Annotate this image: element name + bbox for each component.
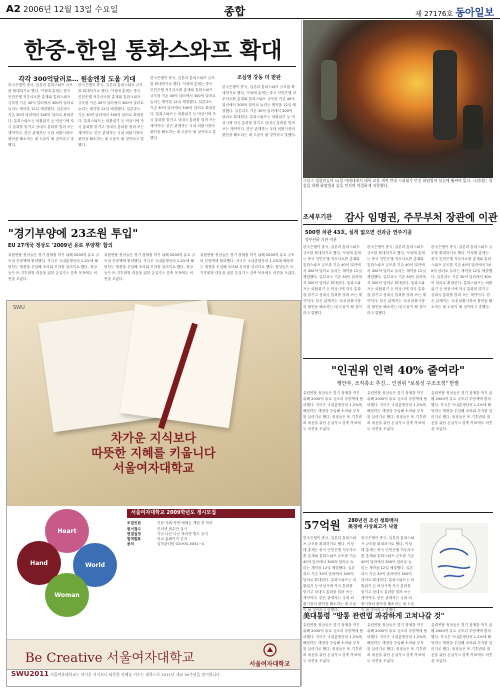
be-creative-text: Be Creative 서울여자대학교 <box>25 651 195 666</box>
section-divider <box>303 358 493 359</box>
ad-footer <box>7 669 300 685</box>
lead-subheadline: 각각 300억달러로… 원송엔정 도움 기대 <box>18 75 136 83</box>
section-name: 종합 <box>224 5 246 18</box>
lead-body-col2: 한국은행이 중국, 일본과 통화스와프 규모를 확대하기로 했다. 이성태 총재는 중국 인민은행 저우샤오촨 총재와 통화스와프 규모를 기존 40억 달러에서 300억 달러로 늘리는 계약을 12일 체결했다. 일본과도 기존 30억 달러에서 300억 달러로 확대한다. 통화스와프는 외환위기 등 비상시에 자국 통화를 맡기고 상대국 통화를 빌려 쓰는 계약이다. 한은 관계자는 국내 외환시장의 불안을 해소하는 데 도움이 될 것이라고 말했다. <box>78 83 144 147</box>
porcelain-vase-photo <box>420 523 488 593</box>
slogan-line: 따뜻한 지혜를 키웁니다 <box>91 446 216 460</box>
sec2-body-col1: 한국은행이 중국, 일본과 통화스와프 규모를 확대하기로 했다. 이성태 총재는 중국 인민은행 저우샤오촨 총재와 통화스와프 규모를 기존 40억 달러에서 300억 달러로 늘리는 계약을 12일 체결했다. 일본과도 기존 30억 달러에서 300억 달러로 확대한다. 통화스와프는 외환위기 등 비상시에 자국 통화를 맡기고 상대국 통화를 빌려 쓰는 계약이다. 한은 관계자는 국내 외환시장의 불안을 해소하는 데 도움이 될 것이라고 말했다. <box>303 245 362 315</box>
admission-title: 서울여자대학교 2009학년도 정시모집 <box>127 509 295 518</box>
photo-caption: 그리스 경찰관들이 12일 아테네에서 대학 교육 개혁 반대 시위대가 던진 화염병의 불길에 휩싸여 있다. 시위대는 경찰을 향해 화염병과 돌을 던지며 격렬하게 저항했다. <box>303 178 493 189</box>
column-rule <box>301 20 302 686</box>
sec3-subtitle: 행안부, 조직축소 추진… 인권위 "보복성 구조조정" 반발 <box>336 381 460 387</box>
sec3-body-col1: 유럽연합 정상들은 경기 침체를 막기 위해 2000억 유로 규모의 부양책에 합의했다. 각국은 국내총생산의 1.2%에 해당하는 재정을 투입해 소비와 투자를 살리기로 했다. 정상들은 또 기후변화 대응을 위한 온실가스 감축 목표에도 의견을 모았다. <box>303 391 363 431</box>
circle-heart: Heart <box>45 509 89 553</box>
admission-info <box>127 509 295 634</box>
headline-divider <box>8 66 296 67</box>
lead-sidebar-body: 한국은행이 중국, 일본과 통화스와프 규모를 확대하기로 했다. 이성태 총재는 중국 인민은행 저우샤오촨 총재와 통화스와프 규모를 기존 40억 달러에서 300억 달러로 늘리는 계약을 12일 체결했다. 일본과도 기존 30억 달러에서 300억 달러로 확대한다. 통화스와프는 외환위기 등 비상시에 자국 통화를 맡기고 상대국 통화를 빌려 쓰는 계약이다. 한은 관계자는 국내 외환시장의 불안을 해소하는 데 도움이 될 것이라고 말했다. <box>222 85 296 137</box>
sec2-body-col3: 한국은행이 중국, 일본과 통화스와프 규모를 확대하기로 했다. 이성태 총재는 중국 인민은행 저우샤오촨 총재와 통화스와프 규모를 기존 40억 달러에서 300억 달러로 늘리는 계약을 12일 체결했다. 일본과도 기존 30억 달러에서 300억 달러로 확대한다. 통화스와프는 외환위기 등 비상시에 자국 통화를 맡기고 상대국 통화를 빌려 쓰는 계약이다. 한은 관계자는 국내 외환시장의 불안을 해소하는 데 도움이 될 것이라고 말했다. <box>431 245 493 309</box>
university-ad[interactable] <box>6 300 301 687</box>
section-divider <box>303 224 493 225</box>
sec5-body-col2: 유럽연합 정상들은 경기 침체를 막기 위해 2000억 유로 규모의 부양책에 합의했다. 각국은 국내총생산의 1.2%에 해당하는 재정을 투입해 소비와 투자를 살리기로 했다. 정상들은 또 기후변화 대응을 위한 온실가스 감축 목표에도 의견을 모았다. <box>367 623 427 663</box>
sec2-subtitle: 500명 차관 43호, 실적 없으면 선과금 연주기공 <box>305 230 413 236</box>
circle-world: World <box>73 543 117 587</box>
sec4-body-col2: 한국은행이 중국, 일본과 통화스와프 규모를 확대하기로 했다. 이성태 총재는 중국 인민은행 저우샤오촨 총재와 통화스와프 규모를 기존 40억 달러에서 300억 달러로 늘리는 계약을 12일 체결했다. 일본과도 기존 30억 달러에서 300억 달러로 확대한다. 통화스와프는 외환위기 등 비상시에 자국 통화를 맡기고 상대국 통화를 빌려 쓰는 계약이다. 한은 관계자는 국내 외환시장의 불안을 해소하는 데 도움이 될 것이라고 말했다. <box>361 536 415 612</box>
section-divider <box>303 607 493 608</box>
paper-logo: 동아일보 <box>455 8 494 19</box>
sec4-number: 57억원 <box>304 519 341 532</box>
feature-body-col1: 유럽연합 정상들은 경기 침체를 막기 위해 2000억 유로 규모의 부양책에 합의했다. 각국은 국내총생산의 1.2%에 해당하는 재정을 투입해 소비와 투자를 살리기로 했다. 정상들은 또 기후변화 대응을 위한 온실가스 감축 목표에도 의견을 모았다. <box>8 253 100 281</box>
ad-mark: SWU <box>13 305 25 311</box>
slogan-line: 서울여자대학교 <box>112 461 195 475</box>
info-row: 모집인원 인문·사회·자연·예체능 계열 전 학과 <box>127 521 213 526</box>
sec3-body-col3: 유럽연합 정상들은 경기 침체를 막기 위해 2000억 유로 규모의 부양책에 합의했다. 각국은 국내총생산의 1.2%에 해당하는 재정을 투입해 소비와 투자를 살리기로 했다. 정상들은 또 기후변화 대응을 위한 온실가스 감축 목표에도 의견을 모았다. <box>431 391 493 431</box>
ad-slogan <box>17 431 290 476</box>
feature-title: "경기부양에 23조원 투입" <box>8 227 139 240</box>
news-photo-riot <box>303 20 493 178</box>
sec2-body-col2: 한국은행이 중국, 일본과 통화스와프 규모를 확대하기로 했다. 이성태 총재는 중국 인민은행 저우샤오촨 총재와 통화스와프 규모를 기존 40억 달러에서 300억 달러로 늘리는 계약을 12일 체결했다. 일본과도 기존 30억 달러에서 300억 달러로 확대한다. 통화스와프는 외환위기 등 비상시에 자국 통화를 맡기고 상대국 통화를 빌려 쓰는 계약이다. 한은 관계자는 국내 외환시장의 불안을 해소하는 데 도움이 될 것이라고 말했다. <box>367 245 426 315</box>
sec5-title: 美대통령 "방통 관련법 과감하게 고쳐나갈 것" <box>303 612 445 620</box>
sec4-subtitle: 280년전 조선 청화백자 美경매 사상최고가 낙찰 <box>348 519 399 530</box>
sec2-label: 조세부기관 <box>303 214 332 221</box>
footer-brand: SWU2011 <box>11 670 49 678</box>
lead-body-col1: 한국은행이 중국, 일본과 통화스와프 규모를 확대하기로 했다. 이성태 총재는 중국 인민은행 저우샤오촨 총재와 통화스와프 규모를 기존 40억 달러에서 300억 달러로 늘리는 계약을 12일 체결했다. 일본과도 기존 30억 달러에서 300억 달러로 확대한다. 통화스와프는 외환위기 등 비상시에 자국 통화를 맡기고 상대국 통화를 빌려 쓰는 계약이다. 한은 관계자는 국내 외환시장의 불안을 해소하는 데 도움이 될 것이라고 말했다. <box>8 83 74 147</box>
photo-figure <box>433 50 457 140</box>
info-row: 면접일정 가군·나군·다군 학과별 별도 공지 <box>127 531 208 536</box>
feature-body-col2: 유럽연합 정상들은 경기 침체를 막기 위해 2000억 유로 규모의 부양책에 합의했다. 각국은 국내총생산의 1.2%에 해당하는 재정을 투입해 소비와 투자를 살리기로 했다. 정상들은 또 기후변화 대응을 위한 온실가스 감축 목표에도 의견을 모았다. <box>104 253 196 281</box>
lead-body-col3: 한국은행이 중국, 일본과 통화스와프 규모를 확대하기로 했다. 이성태 총재는 중국 인민은행 저우샤오촨 총재와 통화스와프 규모를 기존 40억 달러에서 300억 달러로 늘리는 계약을 12일 체결했다. 일본과도 기존 30억 달러에서 300억 달러로 확대한다. 통화스와프는 외환위기 등 비상시에 자국 통화를 맡기고 상대국 통화를 빌려 쓰는 계약이다. 한은 관계자는 국내 외환시장의 불안을 해소하는 데 도움이 될 것이라고 말했다. <box>150 76 216 140</box>
circle-woman: Woman <box>45 573 89 617</box>
sec2-byline: 정부산하 기관 이관 <box>305 237 337 242</box>
info-row: 원서접수 인터넷 접수만 실시 <box>127 526 188 531</box>
lead-sidebar-title: 조심영 강동 더 받판 <box>237 75 281 81</box>
ad-circle-graphic <box>15 509 125 619</box>
photo-figure <box>463 105 483 150</box>
ad-image <box>7 301 300 506</box>
feature-subtitle: EU 27개국 정상도 '2009년 유로 부양책' 합의 <box>8 243 113 249</box>
sec5-body-col3: 유럽연합 정상들은 경기 침체를 막기 위해 2000억 유로 규모의 부양책에 합의했다. 각국은 국내총생산의 1.2%에 해당하는 재정을 투입해 소비와 투자를 살리기로 했다. 정상들은 또 기후변화 대응을 위한 온실가스 감축 목표에도 의견을 모았다. <box>431 623 493 663</box>
footer-text: 서울여자대학교는 차가운 지식보다 따뜻한 지혜를 키우는 대학으로 2011년 개교 50주년을 맞이합니다. <box>50 672 221 677</box>
issue-number: 제 27176호 <box>415 10 454 18</box>
university-logo[interactable]: 서울여자대학교 <box>249 643 290 668</box>
page-number: A2 2006년 12월 13일 수요일 <box>6 4 118 15</box>
university-emblem-icon <box>263 643 277 657</box>
sec2-title: 감사 임명권, 주무부처 장관에 이관 <box>345 213 498 224</box>
info-row: 문의 입학관리팀 02)970-5051~4 <box>127 542 205 547</box>
lead-headline: 한중-한일 통화스와프 확대 <box>23 38 283 64</box>
feature-divider <box>8 220 298 221</box>
circle-hand: Hand <box>17 541 61 585</box>
slogan-line: 차가운 지식보다 <box>110 431 197 445</box>
sec4-body-col1: 한국은행이 중국, 일본과 통화스와프 규모를 확대하기로 했다. 이성태 총재는 중국 인민은행 저우샤오촨 총재와 통화스와프 규모를 기존 40억 달러에서 300억 달러로 늘리는 계약을 12일 체결했다. 일본과도 기존 30억 달러에서 300억 달러로 확대한다. 통화스와프는 외환위기 등 비상시에 자국 통화를 맡기고 상대국 통화를 빌려 쓰는 계약이다. 한은 관계자는 국내 외환시장의 불안을 해소하는 데 도움이 될 것이라고 말했다. <box>303 536 357 612</box>
sec3-body-col2: 유럽연합 정상들은 경기 침체를 막기 위해 2000억 유로 규모의 부양책에 합의했다. 각국은 국내총생산의 1.2%에 해당하는 재정을 투입해 소비와 투자를 살리기로 했다. 정상들은 또 기후변화 대응을 위한 온실가스 감축 목표에도 의견을 모았다. <box>367 391 427 431</box>
masthead <box>415 4 494 19</box>
sec5-body-col1: 유럽연합 정상들은 경기 침체를 막기 위해 2000억 유로 규모의 부양책에 합의했다. 각국은 국내총생산의 1.2%에 해당하는 재정을 투입해 소비와 투자를 살리기로 했다. 정상들은 또 기후변화 대응을 위한 온실가스 감축 목표에도 의견을 모았다. <box>303 623 363 663</box>
info-row: 합격발표 학교 홈페이지 공지 <box>127 537 188 542</box>
photo-figure <box>321 60 337 120</box>
sec3-title: "인권위 인력 40% 줄여라" <box>331 364 465 377</box>
page-date: 2006년 12월 13일 수요일 <box>23 5 118 14</box>
feature-body-col3: 유럽연합 정상들은 경기 침체를 막기 위해 2000억 유로 규모의 부양책에 합의했다. 각국은 국내총생산의 1.2%에 해당하는 재정을 투입해 소비와 투자를 살리기로 했다. 정상들은 또 기후변화 대응을 위한 온실가스 감축 목표에도 의견을 모았다. <box>200 253 296 275</box>
section-divider <box>303 512 493 513</box>
